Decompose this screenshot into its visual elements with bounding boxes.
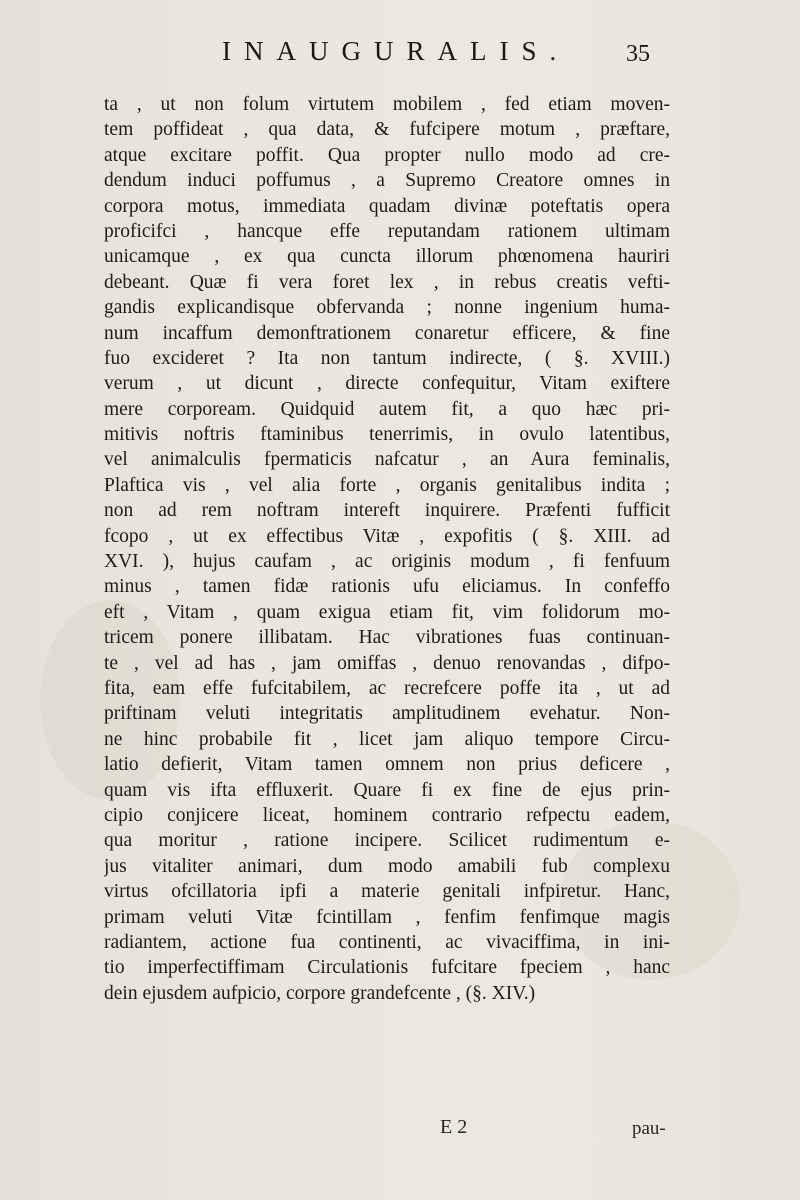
- text-line: jus vitaliter animari, dum modo amabili fub complexu: [104, 855, 670, 877]
- text-line: tio imperfectiffimam Circulationis fufcitare fpeciem , hanc: [104, 957, 670, 979]
- text-line: mere corpoream. Quidquid autem fit, a quo hæc pri-: [104, 398, 670, 420]
- text-line: non ad rem noftram intereft inquirere. Præfenti fufficit: [104, 500, 670, 522]
- text-line: Plaftica vis , vel alia forte , organis genitalibus indita ;: [104, 474, 670, 496]
- text-line: num incaffum demonftrationem conaretur efficere, & fine: [104, 322, 670, 344]
- text-line: priftinam veluti integritatis amplitudinem evehatur. Non-: [104, 703, 670, 725]
- text-line: tem poffideat , qua data, & fufcipere motum , præftare,: [104, 119, 670, 141]
- page-header: [0, 34, 800, 74]
- page-number: 35: [626, 41, 650, 67]
- text-line: eft , Vitam , quam exigua etiam fit, vim folidorum mo-: [104, 601, 670, 623]
- text-line: verum , ut dicunt , directe confequitur, Vitam exiftere: [104, 373, 670, 395]
- text-line: ne hinc probabile fit , licet jam aliquo tempore Circu-: [104, 728, 670, 750]
- text-line: cipio conjicere liceat, hominem contrario refpectu eadem,: [104, 804, 670, 826]
- text-line: fuo excideret ? Ita non tantum indirecte, ( §. XVIII.): [104, 347, 670, 369]
- text-line: proficifci , hancque effe reputandam rationem ultimam: [104, 220, 670, 242]
- text-line: tricem ponere illibatam. Hac vibrationes fuas continuan-: [104, 627, 670, 649]
- body-text: [104, 92, 670, 1006]
- text-line: atque excitare poffit. Qua propter nullo modo ad cre-: [104, 144, 670, 166]
- page-footer: [0, 1116, 800, 1146]
- text-line: dendum induci poffumus , a Supremo Creatore omnes in: [104, 170, 670, 192]
- running-head: INAUGURALIS.: [222, 36, 570, 66]
- text-line: corpora motus, immediata quadam divinæ poteftatis opera: [104, 195, 670, 217]
- text-line: virtus ofcillatoria ipfi a materie genitali infpiretur. Hanc,: [104, 881, 670, 903]
- text-line: te , vel ad has , jam omiffas , denuo renovandas , difpo-: [104, 652, 670, 674]
- text-line: minus , tamen fidæ rationis ufu eliciamus. In confeffo: [104, 576, 670, 598]
- catchword: pau-: [632, 1118, 666, 1139]
- text-line: primam veluti Vitæ fcintillam , fenfim fenfimque magis: [104, 906, 670, 928]
- text-line: dein ejusdem aufpicio, corpore grandefcente , (§. XIV.): [104, 982, 536, 1004]
- text-line: debeant. Quæ fi vera foret lex , in rebus creatis vefti-: [104, 271, 670, 293]
- text-line: vel animalculis fpermaticis nafcatur , an Aura feminalis,: [104, 449, 670, 471]
- text-line: gandis explicandisque obfervanda ; nonne ingenium huma-: [104, 297, 670, 319]
- text-line: radiantem, actione fua continenti, ac vivaciffima, in ini-: [104, 931, 670, 953]
- text-line: quam vis ifta effluxerit. Quare fi ex fine de ejus prin-: [104, 779, 670, 801]
- text-line: latio defierit, Vitam tamen omnem non prius deficere ,: [104, 754, 670, 776]
- text-line: unicamque , ex qua cuncta illorum phœnomena hauriri: [104, 246, 670, 268]
- text-line: mitivis noftris ftaminibus tenerrimis, in ovulo latentibus,: [104, 424, 670, 446]
- text-line: fcopo , ut ex effectibus Vitæ , expofitis ( §. XIII. ad: [104, 525, 670, 547]
- text-line: qua moritur , ratione incipere. Scilicet rudimentum e-: [104, 830, 670, 852]
- text-line: XVI. ), hujus caufam , ac originis modum , fi fenfuum: [104, 551, 670, 573]
- text-line: ta , ut non folum virtutem mobilem , fed etiam moven-: [104, 94, 670, 115]
- text-line: fita, eam effe fufcitabilem, ac recrefcere poffe ita , ut ad: [104, 677, 670, 699]
- signature-mark: E 2: [440, 1116, 468, 1138]
